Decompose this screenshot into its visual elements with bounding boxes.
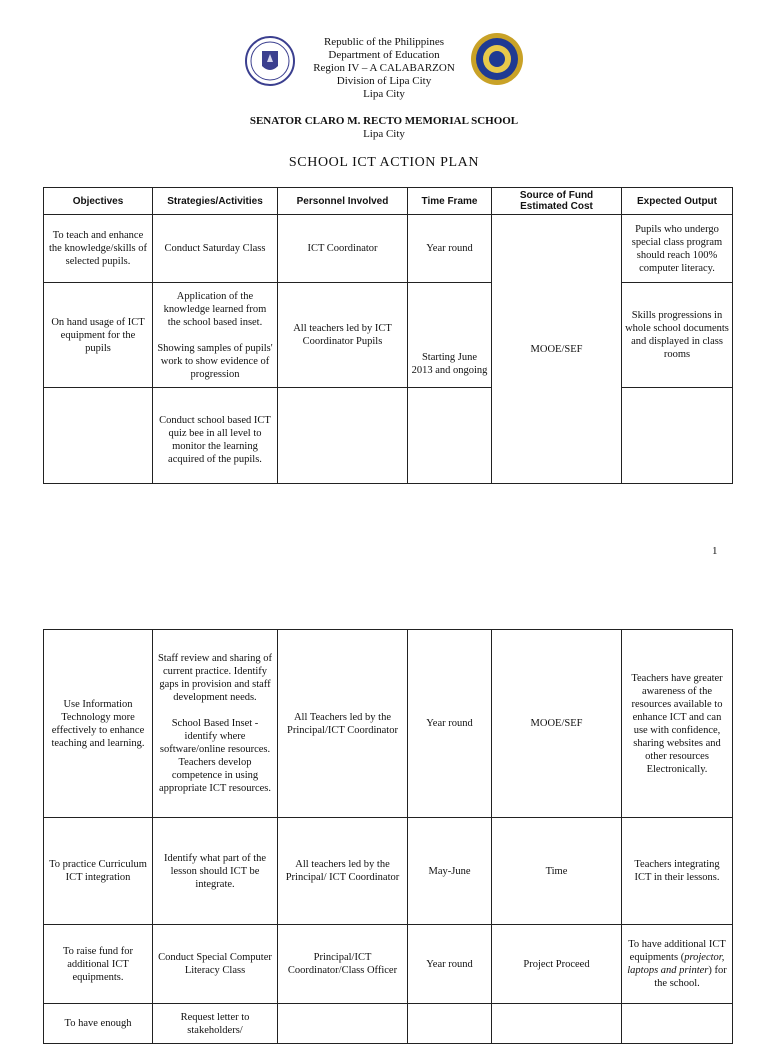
time-frame-cell: Year round — [408, 925, 492, 1004]
expected-output-cell — [622, 388, 733, 484]
header-line-1: Republic of the Philippines — [323, 36, 445, 48]
table-row — [44, 215, 733, 283]
expected-output-cell: Teachers integrating ICT in their lessons. — [622, 818, 733, 925]
col-personnel: Personnel Involved — [278, 188, 408, 215]
table-row — [44, 630, 733, 818]
time-frame-cell: May-June — [408, 818, 492, 925]
personnel-cell: All teachers led by ICT Coordinator Pupils — [278, 283, 408, 388]
personnel-cell: All Teachers led by the Principal/ICT Coordinator — [278, 630, 408, 818]
table-row — [44, 818, 733, 925]
ict-action-plan-table-2 — [43, 629, 733, 1044]
time-frame-cell — [408, 388, 492, 484]
col-strategies: Strategies/Activities — [153, 188, 278, 215]
expected-output-cell: Teachers have greater awareness of the resources available to enhance ICT and can use with confidence, sharing websites and other resources Electronically. — [622, 630, 733, 818]
objective-cell: To teach and enhance the knowledge/skills of selected pupils. — [44, 215, 153, 283]
school-city: Lipa City — [363, 128, 405, 140]
strategy-cell: Identify what part of the lesson should ICT be integrate. — [153, 818, 278, 925]
header-line-2: Department of Education — [328, 49, 440, 61]
objective-cell: On hand usage of ICT equipment for the pupils — [44, 283, 153, 388]
table-row — [44, 283, 733, 388]
header-line-4: Division of Lipa City — [336, 75, 432, 87]
strategy-cell — [153, 283, 278, 388]
document-title: SCHOOL ICT ACTION PLAN — [288, 155, 480, 170]
strategy-cell: Conduct school based ICT quiz bee in all level to monitor the learning acquired of the pupils. — [153, 388, 278, 484]
fund-cell: Project Proceed — [492, 925, 622, 1004]
objective-cell — [44, 388, 153, 484]
fund-cell: MOOE/SEF — [492, 215, 622, 484]
col-expected-output: Expected Output — [622, 188, 733, 215]
page-number: 1 — [712, 545, 718, 557]
output-emphasis: projector, laptops and printer — [627, 952, 725, 976]
strategy-cell — [153, 630, 278, 818]
time-frame-cell: Year round — [408, 215, 492, 283]
time-frame-cell: Year round — [408, 630, 492, 818]
fund-cell: MOOE/SEF — [492, 630, 622, 818]
table-row — [44, 388, 733, 484]
objective-cell: To have enough — [44, 1004, 153, 1044]
personnel-cell: All teachers led by the Principal/ ICT Coordinator — [278, 818, 408, 925]
fund-cell: Time — [492, 818, 622, 925]
objective-cell: To raise fund for additional ICT equipments. — [44, 925, 153, 1004]
objective-cell: To practice Curriculum ICT integration — [44, 818, 153, 925]
expected-output-cell: Pupils who undergo special class program should reach 100% computer literacy. — [622, 215, 733, 283]
strategy-paragraph: School Based Inset - identify where software/online resources. Teachers develop competence in using appropriate ICT resources. — [158, 718, 272, 794]
header-line-5: Lipa City — [363, 88, 405, 100]
time-frame-cell: Starting June 2013 and ongoing — [408, 283, 492, 388]
table-row — [44, 925, 733, 1004]
personnel-cell: ICT Coordinator — [278, 215, 408, 283]
col-time-frame: Time Frame — [408, 188, 492, 215]
personnel-cell: Principal/ICT Coordinator/Class Officer — [278, 925, 408, 1004]
strategy-cell: Conduct Special Computer Literacy Class — [153, 925, 278, 1004]
strategy-paragraph: Showing samples of pupils' work to show evidence of progression — [157, 342, 273, 380]
col-objectives: Objectives — [44, 188, 153, 215]
expected-output-cell: To have additional ICT equipments (projector, laptops and printer) for the school. — [622, 925, 733, 1004]
expected-output-cell: Skills progressions in whole school documents and displayed in class rooms — [622, 283, 733, 388]
strategy-cell: Conduct Saturday Class — [153, 215, 278, 283]
objective-cell: Use Information Technology more effectively to enhance teaching and learning. — [44, 630, 153, 818]
header-line-3: Region IV – A CALABARZON — [313, 62, 455, 74]
school-name: SENATOR CLARO M. RECTO MEMORIAL SCHOOL — [249, 115, 519, 127]
strategy-cell: Request letter to stakeholders/ — [153, 1004, 278, 1044]
table-header-row — [44, 188, 733, 215]
col-source-of-fund: Source of Fund Estimated Cost — [492, 188, 622, 215]
strategy-paragraph: Application of the knowledge learned from the school based inset. — [163, 290, 267, 328]
personnel-cell — [278, 388, 408, 484]
ict-action-plan-table-1 — [43, 187, 733, 484]
strategy-paragraph: Staff review and sharing of current practice. Identify gaps in provision and staff development needs. — [157, 653, 273, 703]
